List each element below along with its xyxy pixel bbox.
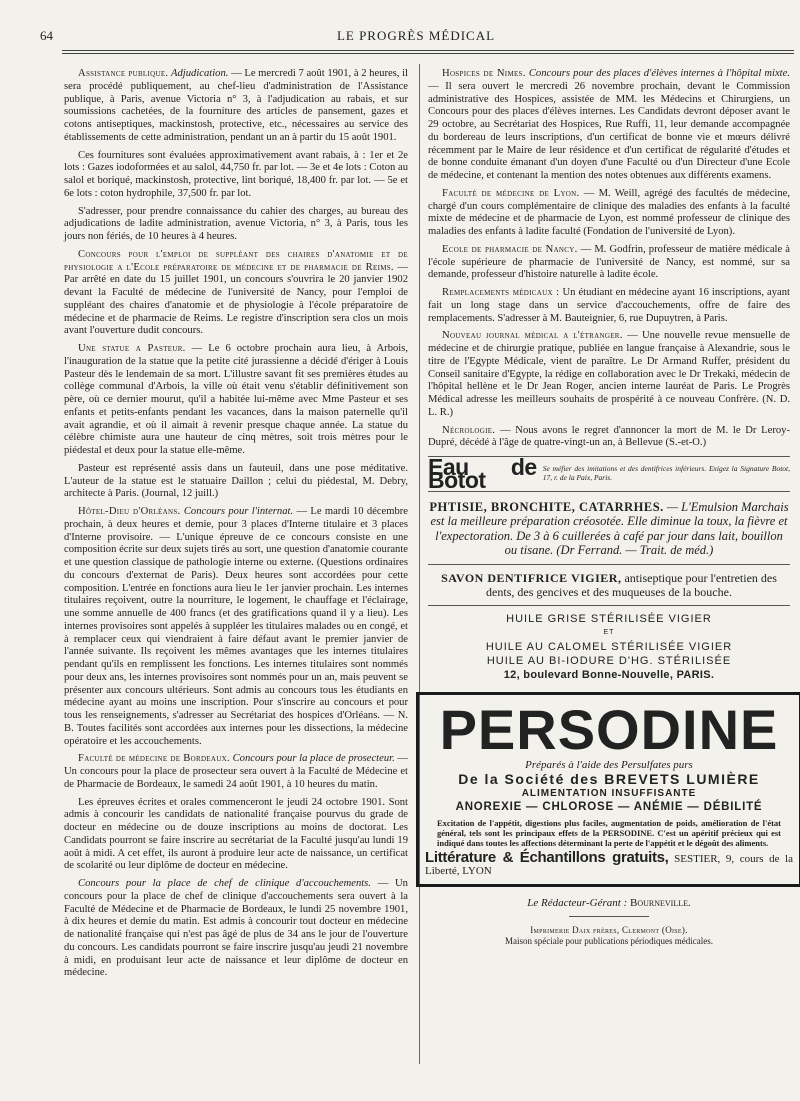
article-body: Les épreuves écrites et orales commenceront le jeudi 24 octobre 1901. Sont admis à concourir les candidats de nationalité française pourvus du grade de docteur en médecine ou de douze inscriptions au moins de doctorat. Les Candidats pourront se faire inscrire au secrétariat de la Faculté jusqu'au lundi 19 août à midi. A cet effet, ils auront à produire leur acte de naissance, un certificat de scolarité ou leur diplôme de docteur en médecine. — [64, 796, 408, 872]
huile-et: ET — [603, 628, 615, 636]
article-body: — Le mercredi 7 août 1901, à 2 heures, il sera procédé publiquement, au chef-lieu d'administration de l'Assistance publique, à Paris, avenue Victoria n° 3, à l'adjudication au rabais, et sur soumissions cachetées, de la fourniture des articles de pansement, gazes et cotons antiseptiques, mackinstosh, protective, etc., nécessaires au service des établissements de cette administration, pendant un an à partir du 15 août 1901. — [64, 68, 408, 143]
persodine-society: De la Société des BREVETS LUMIÈRE — [458, 771, 760, 788]
article-paragraph — [428, 68, 790, 183]
botot-brand: Eau de Botot — [428, 454, 537, 493]
botot-advertisement — [428, 456, 790, 492]
header-rule-2 — [62, 53, 794, 54]
huile-line1: HUILE GRISE STÉRILISÉE VIGIER — [506, 612, 712, 625]
article-body: Pasteur est représenté assis dans un fauteuil, dans une pose méditative. L'auteur de la statue est le statuaire Daillon ; celui du piédestal, M. Debry, architecte à Paris. (Journal, 12 juill.) — [64, 462, 408, 500]
header-rule — [62, 50, 794, 51]
imprimerie-name: Imprimerie Daix frères, Clermont (Oise). — [530, 924, 688, 935]
huile-line2: HUILE AU CALOMEL STÉRILISÉE VIGIER — [485, 640, 733, 653]
article-paragraph — [64, 753, 408, 791]
article-heading: Faculté de médecine de Lyon. — [442, 187, 580, 199]
article-heading: Assistance publique. — [78, 68, 169, 79]
article-heading: Remplacements médicaux : — [442, 287, 560, 298]
page-header — [40, 28, 792, 48]
savon-vigier-advertisement — [428, 564, 790, 606]
article-paragraph — [64, 68, 408, 145]
article-paragraph — [428, 425, 790, 451]
phtisie-headline: PHTISIE, BRONCHITE, CATARRHES. — [429, 499, 664, 514]
article-body: — Nous avons le regret d'annoncer la mort de M. le Dr Leroy-Dupré, décédé à l'âge de quatre-vingt-un an, à Bellevue (S.-et-O.) — [428, 424, 790, 449]
article-body: — Le mardi 10 décembre prochain, à deux heures et demie, pour 3 places d'Interne titulaire et 3 places d'Interne provisoire. — L'unique épreuve de ce concours consiste en une composition écrite sur deux sujets tirés au sort, une question d'anatomie courante et une question classique de pathologie interne ou externe. (Questions ordinaires du concours d'externat de Paris). Deux heures sont accordées pour cette composition. L'entrée en fonctions aura lieu le 1er janvier prochain. Les internes titulaires reçoivent, outre la nourriture, le logement, le chauffage et l'éclairage, une somme annuelle de 400 francs (et des gratifications quand il y a lieu). Les internes provisoires sont appelés à suppléer les titulaires malades ou en congé, et à remplacer ceux qui viendraient à faire défaut avant le premier janvier de l'année suivante. Ils reçoivent les mêmes avantages que les internes titulaires pendant qu'ils en remplissent les fonctions. Les internes titulaires sont nommés pour deux ans, les internes provisoires sont nommés pour un an, mais peuvent se présenter aux concours ultérieurs. Sont admis au concours tous les étudiants en médecine ayant au moins une inscription. Pour s'inscrire au concours et pour tous les renseignements, s'adresser au Secrétariat des hospices d'Orléans. — N. B. Toutes facilités sont accordées aux internes pour les dissections, la médecine opératoire et les accouchements. — [64, 506, 408, 747]
botot-tagline: Se méfier des imitations et des dentifrices inférieurs. Exigez la Signature Botot, 17, r. de la Paix, Paris. — [542, 464, 790, 482]
persodine-brand: PERSODINE — [439, 697, 779, 761]
gerant-line — [428, 897, 790, 910]
persodine-description: Excitation de l'appétit, digestions plus faciles, augmentation de poids, amélioration de l'état général, tels sont les principaux effets de la PERSODINE. C'est un apéritif précieux qui est indiqué dans toutes les affections déterminant la perte de l'appétit et le dégoût des aliments. — [437, 817, 781, 848]
article-body: S'adresser, pour prendre connaissance du cahier des charges, au bureau des adjudications de ladite administration, avenue Victoria, n° 3, à Paris, tous les jours non fériés, de 10 heures à 4 heures. — [64, 205, 408, 242]
persodine-footer — [425, 848, 793, 879]
article-body: — Une nouvelle revue mensuelle de médecine et de chirurgie pratique, publiée en langue française à Alexandrie, sous le titre de l'Egypte Médicale, vient de paraître. Le Dr Armand Ruffer, président du Conseil sanitaire d'Egypte, la rédige en collaboration avec le Dr Trekaki, médecin de l'hôpital hellène et le Dr Jean Roger, ancien interne lauréat de Paris. Le Progrès Médical adresse les meilleurs souhaits de prospérité à ce nouveau Confrère. (N. D. L. R.) — [428, 330, 790, 418]
imprimerie — [428, 925, 790, 947]
article-title: Adjudication. — [171, 68, 229, 79]
persodine-advertisement — [416, 692, 800, 888]
article-heading: Faculté de médecine de Bordeaux. — [78, 753, 230, 765]
article-body: — Un concours pour la place de prosecteur sera ouvert à la Faculté de Médecine et de Pharmacie de Bordeaux, le samedi 24 août 1901, à 10 heures du matin. — [64, 753, 408, 790]
persodine-ills: ANOREXIE — CHLOROSE — ANÉMIE — DÉBILITÉ — [455, 800, 763, 813]
imprimerie-sub: Maison spéciale pour publications périodiques médicales. — [505, 935, 713, 946]
gerant-label: Le Rédacteur-Gérant : — [527, 897, 628, 909]
article-body: — Un concours pour la place de chef de clinique d'accouchements sera ouvert à la Faculté de Médecine et de Pharmacie de Bordeaux, le lundi 25 novembre 1901, à dix heures et demie du matin. Est admis à concourir tout docteur en médecine de nationalité française qui n'est pas âgé de plus de 34 ans le jour de l'ouverture du concours. Les candidats pourront se faire inscrire jusqu'au jeudi 21 novembre à midi, en produisant leur acte de naissance et leur diplôme de docteur en médecine. — [64, 878, 408, 979]
article-heading: Une statue a Pasteur. — [78, 343, 186, 354]
right-column — [425, 68, 793, 947]
article-heading: Nécrologie. — [442, 424, 496, 436]
phtisie-advertisement — [428, 500, 790, 558]
savon-body: antiseptique pour l'entretien des dents, des gencives et des muqueuses de la bouche. — [486, 570, 777, 599]
article-paragraph — [64, 343, 408, 458]
article-paragraph — [428, 287, 790, 325]
savon-headline: SAVON DENTIFRICE VIGIER, — [441, 570, 622, 585]
article-heading: Nouveau journal médical a l'étranger. — [442, 330, 623, 342]
persodine-prepared: Préparés à l'aide des Persulfates purs — [525, 758, 693, 771]
article-heading: Hôtel-Dieu d'Orléans. — [78, 506, 181, 517]
persodine-footer-rest: SESTIER, 9, cours de la Liberté, LYON — [425, 852, 793, 878]
article-body: — Par arrêté en date du 15 juillet 1901, un concours s'ouvrira le 20 janvier 1902 devant la Faculté de médecine de l'université de Nancy, pour l'emploi de suppléant des chaires d'anatomie et de physiologie à l'école préparatoire de médecine et de pharmacie de Reims. Le registre d'inscription sera clos un mois avant l'ouverture dudit concours. — [64, 261, 408, 337]
article-paragraph — [428, 330, 790, 419]
gerant-name: Bourneville. — [629, 897, 691, 909]
article-paragraph — [64, 206, 408, 244]
article-paragraph — [428, 188, 790, 239]
article-paragraph — [64, 506, 408, 748]
journal-title: LE PROGRÈS MÉDICAL — [336, 28, 496, 43]
huile-vigier-advertisement — [428, 612, 790, 682]
article-heading: Concours pour l'emploi de suppléant des chaires d'anatomie et de physiologie a l'Ecole préparatoire de médecine et de pharmacie de Reims. — [64, 248, 408, 273]
article-paragraph — [428, 244, 790, 282]
article-body: Un étudiant en médecine ayant 16 inscriptions, ayant fait un long stage dans un service d'accouchements, offre de faire des remplacements. S'adresser à M. Bauteignier, 6, rue Dupuytren, à Paris. — [428, 287, 790, 324]
huile-line3: HUILE AU BI-IODURE D'HG. STÉRILISÉE — [486, 654, 732, 667]
column-divider — [419, 64, 420, 1064]
article-body: — Le 6 octobre prochain aura lieu, à Arbois, l'inauguration de la statue que la petite cité jurassienne a décidé d'ériger à Louis Pasteur dès le lendemain de sa mort. L'illustre savant fit ses premières études au collège communal d'Arbois, la ville où était venu s'établir définitivement son père, où ce dernier mourut, qu'il a habitée lui-même avec Mme Pasteur et ses enfants et petits-enfants pendant les vacances, dans la maison paternelle qu'il avait agrandie, et où il aimait à revenir presque chaque année. La statue du célèbre chimiste aura une hauteur de cinq mètres, soit trois mètres pour le piédestal et deux pour la statue elle-même. — [64, 343, 408, 456]
article-title: Concours pour la place de prosecteur. — [232, 753, 395, 765]
page-number: 64 — [40, 28, 53, 43]
article-paragraph — [64, 878, 408, 980]
phtisie-body: — L'Emulsion Marchais est la meilleure préparation créosotée. Elle diminue la toux, la fièvre et l'expectoration. De 3 à 6 cuillerées à café par jour dans lait, bouillon ou tisane. (Dr Ferrand. — Trait. de méd.) — [430, 499, 789, 557]
article-heading: Ecole de pharmacie de Nancy. — [442, 243, 578, 255]
article-body: — M. Weill, agrégé des facultés de médecine, chargé d'un cours complémentaire de clinique des maladies des enfants à la faculté mixte de médecine et de pharmacie de Lyon, est nommé professeur de clinique des maladies des enfants à ladite faculté (Fondation de l'université de Lyon). — [428, 187, 790, 237]
article-title: Concours pour l'internat. — [183, 506, 294, 517]
article-paragraph — [64, 150, 408, 201]
article-body: Ces fournitures sont évaluées approximativement avant rabais, à : 1er et 2e lots : Gazes iodoformées et au salol, 44,750 fr. par lot. — 3e et 4e lots : Coton au salol et boriqué, mackinstosh, protective, lint boriqué, 18,400 fr. par lot. — 5e et 6e lots : coton hydrophile, 37,500 fr. par lot. — [64, 149, 408, 199]
article-body: — M. Godfrin, professeur de matière médicale à l'école supérieure de pharmacie de l'université de Nancy, est nommé, sur sa demande, professeur d'histoire naturelle à ladite école. — [428, 243, 791, 281]
persodine-footer-bold: Littérature & Échantillons gratuits, — [425, 848, 669, 866]
persodine-alimentation: ALIMENTATION INSUFFISANTE — [521, 788, 697, 799]
article-title: Concours pour des places d'élèves internes à l'hôpital mixte. — [528, 68, 790, 79]
article-body: — Il sera ouvert le mercredi 26 novembre prochain, devant le Commission administrative des Hospices, assistée de MM. les Médecins et Chirurgiens, un Concours pour des places d'élèves internes. Les Candidats devront déposer avant le 29 octobre, au Secrétariat des Hospices, Rue Ruffi, 11, leur demande accompagnée du bordereau de leurs inscriptions, d'un certificat de bonne vie et mœurs délivré récemment par le Maire de leur résidence et d'un certificat de régularité d'études et de bonne conduite émanant d'un doyen d'une Faculté ou d'un Directeur d'une Ecole de médecine, et contenant la mention des notes obtenues aux différents examens. — [428, 80, 790, 181]
article-paragraph — [64, 797, 408, 874]
right-articles — [428, 68, 790, 450]
article-paragraph — [64, 249, 408, 338]
left-column — [64, 68, 408, 985]
article-paragraph — [64, 463, 408, 501]
article-title: Concours pour la place de chef de clinique d'accouchements. — [78, 878, 371, 889]
huile-address: 12, boulevard Bonne-Nouvelle, PARIS. — [503, 668, 715, 681]
footer-rule — [569, 916, 649, 917]
article-heading: Hospices de Nimes. — [442, 68, 526, 79]
